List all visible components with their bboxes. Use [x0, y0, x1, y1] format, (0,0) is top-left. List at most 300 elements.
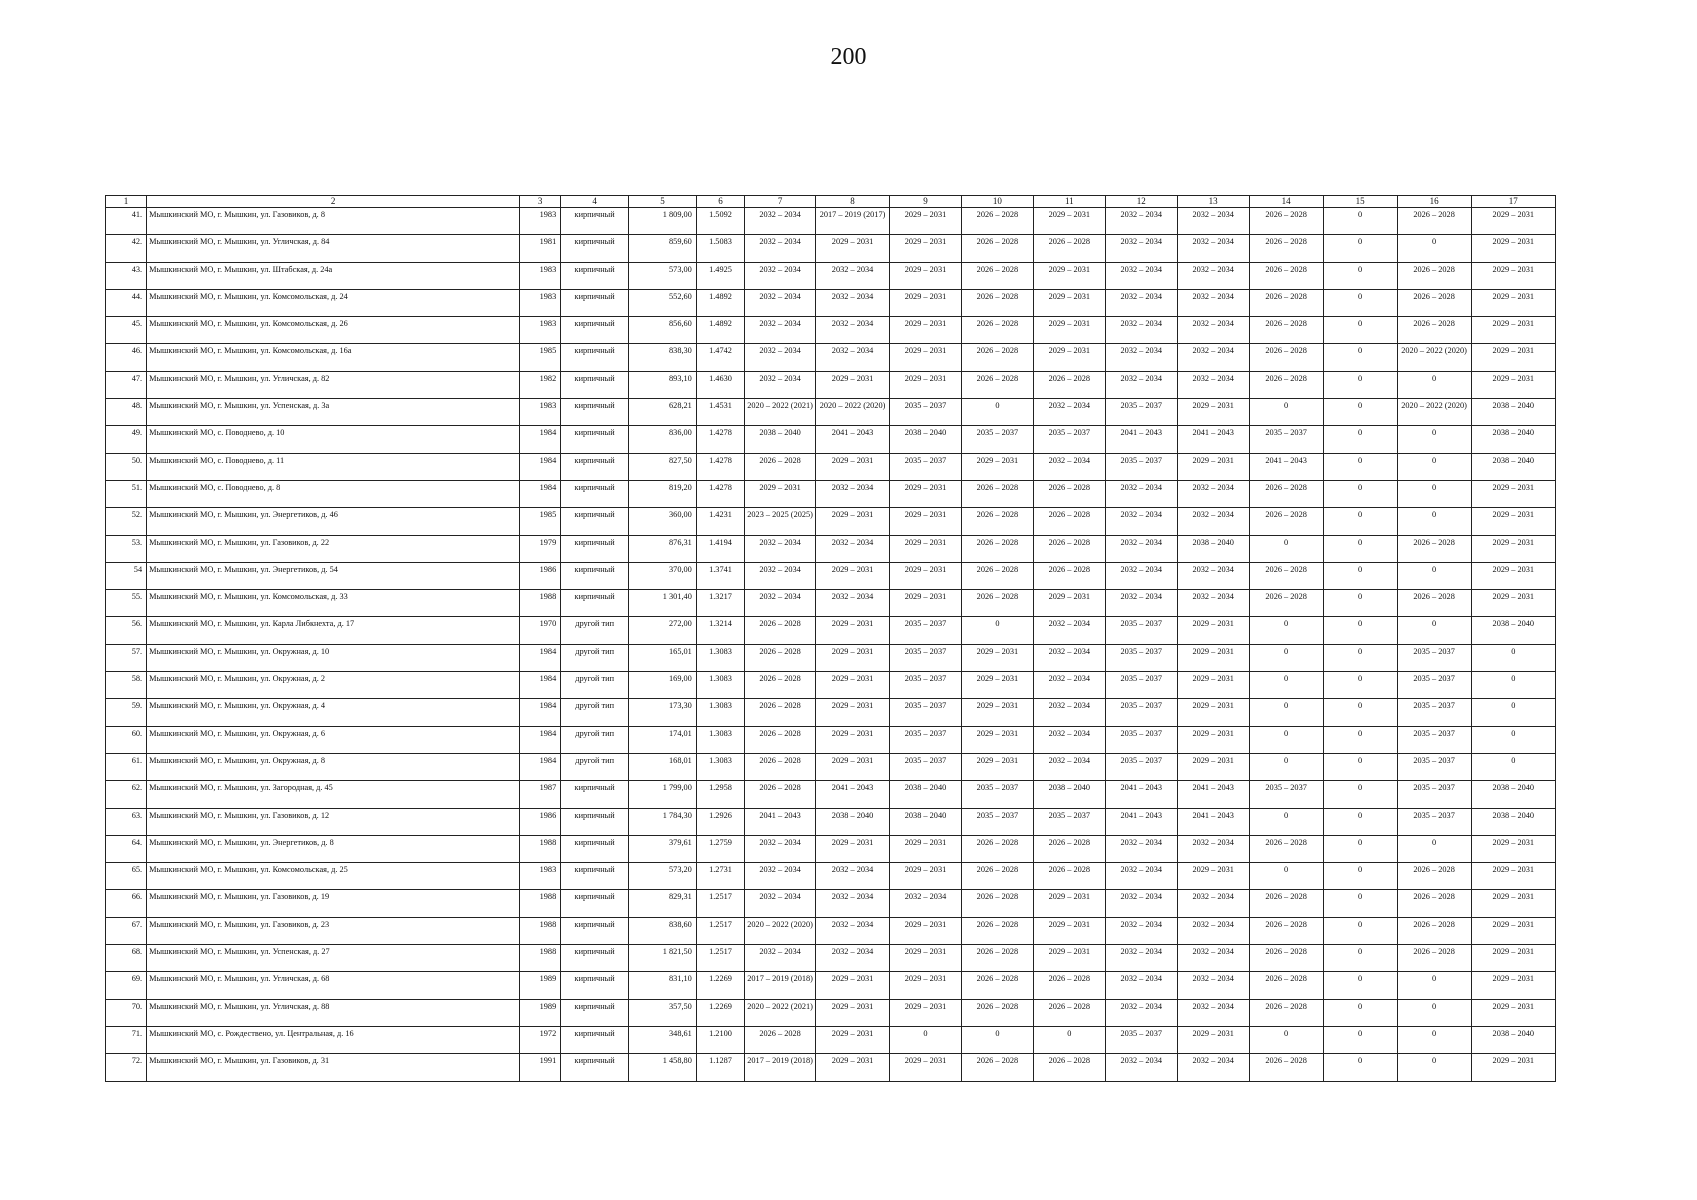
table-cell: 2026 – 2028 — [1249, 890, 1323, 917]
table-cell: 0 — [1323, 890, 1397, 917]
table-cell: 61. — [106, 753, 147, 780]
table-cell: 2032 – 2034 — [745, 208, 816, 235]
table-cell: 2029 – 2031 — [890, 590, 962, 617]
table-cell: 2026 – 2028 — [961, 535, 1033, 562]
table-cell: 2026 – 2028 — [745, 1026, 816, 1053]
table-cell: 0 — [890, 1026, 962, 1053]
table-cell: 1.2759 — [696, 835, 744, 862]
table-row — [106, 999, 1556, 1026]
table-cell: 2026 – 2028 — [1249, 317, 1323, 344]
table-cell: 2041 – 2043 — [1105, 808, 1177, 835]
table-cell: 360,00 — [629, 508, 697, 535]
table-cell: 2029 – 2031 — [1471, 535, 1555, 562]
table-cell: 0 — [1323, 863, 1397, 890]
table-cell: 2035 – 2037 — [890, 672, 962, 699]
table-cell: 2026 – 2028 — [1033, 480, 1105, 507]
table-cell: 1982 — [520, 371, 561, 398]
table-cell: кирпичный — [561, 289, 629, 316]
table-cell: 2032 – 2034 — [1033, 399, 1105, 426]
table-cell: Мышкинский МО, г. Мышкин, ул. Угличская, д. 88 — [147, 999, 520, 1026]
table-cell: 1984 — [520, 726, 561, 753]
table-cell: 0 — [1397, 508, 1471, 535]
column-header: 6 — [696, 196, 744, 208]
table-cell: 2032 – 2034 — [745, 835, 816, 862]
table-cell: 0 — [1323, 317, 1397, 344]
table-cell: 2029 – 2031 — [1471, 480, 1555, 507]
table-cell: 2026 – 2028 — [1249, 289, 1323, 316]
table-cell: 2032 – 2034 — [1033, 726, 1105, 753]
table-row — [106, 371, 1556, 398]
table-cell: 2029 – 2031 — [1177, 453, 1249, 480]
table-cell: 2038 – 2040 — [745, 426, 816, 453]
table-cell: 0 — [1397, 453, 1471, 480]
table-cell: 2032 – 2034 — [1105, 945, 1177, 972]
table-cell: 2032 – 2034 — [1177, 344, 1249, 371]
table-cell: 2029 – 2031 — [890, 262, 962, 289]
table-cell: 2029 – 2031 — [816, 726, 890, 753]
table-cell: 2029 – 2031 — [816, 972, 890, 999]
table-cell: 0 — [1323, 426, 1397, 453]
table-cell: 838,30 — [629, 344, 697, 371]
table-cell: 1.2100 — [696, 1026, 744, 1053]
table-cell: 1.3083 — [696, 753, 744, 780]
table-cell: 2035 – 2037 — [1105, 726, 1177, 753]
table-cell: кирпичный — [561, 781, 629, 808]
table-row — [106, 972, 1556, 999]
table-cell: 2026 – 2028 — [961, 208, 1033, 235]
table-row — [106, 262, 1556, 289]
table-cell: 2029 – 2031 — [1033, 890, 1105, 917]
table-cell: 2032 – 2034 — [1033, 644, 1105, 671]
table-cell: 357,50 — [629, 999, 697, 1026]
table-cell: 54 — [106, 562, 147, 589]
table-cell: 45. — [106, 317, 147, 344]
table-cell: 2032 – 2034 — [1105, 508, 1177, 535]
table-cell: Мышкинский МО, г. Мышкин, ул. Окружная, д. 4 — [147, 699, 520, 726]
table-cell: 2029 – 2031 — [1177, 644, 1249, 671]
table-row — [106, 208, 1556, 235]
table-cell: кирпичный — [561, 972, 629, 999]
table-cell: 2035 – 2037 — [1105, 617, 1177, 644]
table-cell: 2041 – 2043 — [1105, 781, 1177, 808]
table-cell: 2032 – 2034 — [745, 535, 816, 562]
table-cell: 50. — [106, 453, 147, 480]
column-header: 11 — [1033, 196, 1105, 208]
table-cell: 2026 – 2028 — [1249, 371, 1323, 398]
table-cell: 2032 – 2034 — [1105, 317, 1177, 344]
table-cell: 2029 – 2031 — [1033, 945, 1105, 972]
table-cell: 67. — [106, 917, 147, 944]
table-cell: 2020 – 2022 (2021) — [745, 399, 816, 426]
table-cell: 0 — [1471, 753, 1555, 780]
table-cell: 2029 – 2031 — [745, 480, 816, 507]
table-cell: 1 821,50 — [629, 945, 697, 972]
table-cell: 173,30 — [629, 699, 697, 726]
table-cell: 2026 – 2028 — [961, 972, 1033, 999]
table-cell: 2041 – 2043 — [1105, 426, 1177, 453]
table-row — [106, 453, 1556, 480]
table-cell: 2029 – 2031 — [890, 317, 962, 344]
table-cell: Мышкинский МО, г. Мышкин, ул. Угличская, д. 68 — [147, 972, 520, 999]
table-cell: 2020 – 2022 (2020) — [1397, 344, 1471, 371]
table-cell: 2035 – 2037 — [1397, 726, 1471, 753]
table-cell: 1.4531 — [696, 399, 744, 426]
table-cell: 2017 – 2019 (2018) — [745, 972, 816, 999]
table-cell: 2032 – 2034 — [1033, 699, 1105, 726]
table-cell: 1.5083 — [696, 235, 744, 262]
column-header: 12 — [1105, 196, 1177, 208]
table-row — [106, 399, 1556, 426]
table-cell: 2026 – 2028 — [961, 945, 1033, 972]
table-cell: другой тип — [561, 617, 629, 644]
table-cell: 2026 – 2028 — [1033, 863, 1105, 890]
table-cell: 2029 – 2031 — [816, 508, 890, 535]
table-cell: 0 — [1323, 1026, 1397, 1053]
table-cell: 2032 – 2034 — [745, 344, 816, 371]
table-cell: кирпичный — [561, 399, 629, 426]
table-cell: 1.3083 — [696, 726, 744, 753]
table-cell: 2035 – 2037 — [1397, 644, 1471, 671]
table-cell: кирпичный — [561, 344, 629, 371]
table-cell: 2032 – 2034 — [1105, 562, 1177, 589]
table-cell: 1.2517 — [696, 945, 744, 972]
table-cell: 2032 – 2034 — [890, 890, 962, 917]
table-cell: 2029 – 2031 — [890, 535, 962, 562]
table-cell: 1983 — [520, 208, 561, 235]
table-cell: 2032 – 2034 — [1105, 208, 1177, 235]
table-cell: 2032 – 2034 — [1177, 945, 1249, 972]
table-cell: 2032 – 2034 — [1177, 562, 1249, 589]
table-cell: другой тип — [561, 644, 629, 671]
table-cell: 2026 – 2028 — [961, 262, 1033, 289]
table-cell: 2029 – 2031 — [1033, 208, 1105, 235]
table-cell: 827,50 — [629, 453, 697, 480]
table-cell: 2032 – 2034 — [1177, 508, 1249, 535]
table-cell: 42. — [106, 235, 147, 262]
table-cell: кирпичный — [561, 890, 629, 917]
table-cell: 2035 – 2037 — [890, 644, 962, 671]
table-cell: 0 — [1397, 999, 1471, 1026]
table-cell: 1988 — [520, 945, 561, 972]
table-cell: 1985 — [520, 508, 561, 535]
table-cell: кирпичный — [561, 863, 629, 890]
table-cell: 65. — [106, 863, 147, 890]
table-container — [105, 195, 1556, 1082]
table-cell: 2026 – 2028 — [961, 1054, 1033, 1081]
table-row — [106, 617, 1556, 644]
table-cell: 2029 – 2031 — [816, 371, 890, 398]
table-cell: 2029 – 2031 — [1177, 617, 1249, 644]
column-header: 16 — [1397, 196, 1471, 208]
table-row — [106, 945, 1556, 972]
table-cell: 1979 — [520, 535, 561, 562]
table-cell: 0 — [1249, 753, 1323, 780]
table-cell: другой тип — [561, 726, 629, 753]
table-cell: 2026 – 2028 — [961, 508, 1033, 535]
table-cell: Мышкинский МО, г. Мышкин, ул. Газовиков, д. 22 — [147, 535, 520, 562]
table-cell: 856,60 — [629, 317, 697, 344]
table-cell: 68. — [106, 945, 147, 972]
table-cell: 1.4742 — [696, 344, 744, 371]
table-cell: 2038 – 2040 — [1471, 617, 1555, 644]
table-cell: 2029 – 2031 — [1471, 317, 1555, 344]
table-cell: 2041 – 2043 — [1177, 808, 1249, 835]
table-cell: Мышкинский МО, г. Мышкин, ул. Комсомольская, д. 26 — [147, 317, 520, 344]
table-cell: 0 — [1323, 208, 1397, 235]
table-cell: 2029 – 2031 — [890, 508, 962, 535]
table-cell: 2029 – 2031 — [816, 1026, 890, 1053]
table-cell: 2032 – 2034 — [1177, 917, 1249, 944]
table-cell: 2032 – 2034 — [1177, 317, 1249, 344]
table-cell: 819,20 — [629, 480, 697, 507]
table-cell: 1984 — [520, 699, 561, 726]
table-cell: 1988 — [520, 835, 561, 862]
table-cell: 2035 – 2037 — [1105, 699, 1177, 726]
table-cell: 1.5092 — [696, 208, 744, 235]
table-cell: 43. — [106, 262, 147, 289]
table-cell: 2026 – 2028 — [1397, 890, 1471, 917]
table-cell: 2026 – 2028 — [1249, 235, 1323, 262]
table-cell: 0 — [1323, 344, 1397, 371]
table-cell: 2026 – 2028 — [1397, 945, 1471, 972]
table-cell: 0 — [1323, 781, 1397, 808]
table-cell: 0 — [1249, 1026, 1323, 1053]
table-cell: 2029 – 2031 — [1033, 289, 1105, 316]
table-cell: 2032 – 2034 — [1177, 262, 1249, 289]
table-cell: 69. — [106, 972, 147, 999]
table-cell: 2032 – 2034 — [1105, 917, 1177, 944]
table-cell: 348,61 — [629, 1026, 697, 1053]
table-cell: 2032 – 2034 — [745, 317, 816, 344]
table-cell: 53. — [106, 535, 147, 562]
table-row — [106, 344, 1556, 371]
table-cell: 2026 – 2028 — [1249, 590, 1323, 617]
table-row — [106, 672, 1556, 699]
column-header: 2 — [147, 196, 520, 208]
table-cell: 2026 – 2028 — [1397, 317, 1471, 344]
table-cell: 2032 – 2034 — [745, 289, 816, 316]
column-header: 3 — [520, 196, 561, 208]
table-cell: кирпичный — [561, 1054, 629, 1081]
table-cell: 1984 — [520, 453, 561, 480]
table-cell: 0 — [1471, 726, 1555, 753]
table-cell: 0 — [1323, 699, 1397, 726]
table-cell: 59. — [106, 699, 147, 726]
table-cell: 2038 – 2040 — [890, 781, 962, 808]
table-cell: 2032 – 2034 — [816, 317, 890, 344]
table-cell: 2026 – 2028 — [1249, 344, 1323, 371]
table-cell: Мышкинский МО, г. Мышкин, ул. Успенская, д. 27 — [147, 945, 520, 972]
table-cell: 0 — [1397, 426, 1471, 453]
table-cell: 1983 — [520, 262, 561, 289]
table-cell: 2032 – 2034 — [1105, 344, 1177, 371]
table-cell: 0 — [1249, 863, 1323, 890]
table-row — [106, 508, 1556, 535]
table-cell: 2029 – 2031 — [961, 672, 1033, 699]
table-cell: 0 — [1323, 753, 1397, 780]
table-cell: 165,01 — [629, 644, 697, 671]
table-cell: кирпичный — [561, 317, 629, 344]
table-cell: 1.3083 — [696, 699, 744, 726]
table-row — [106, 781, 1556, 808]
table-cell: 2032 – 2034 — [1177, 835, 1249, 862]
table-cell: 1984 — [520, 480, 561, 507]
table-cell: 0 — [1323, 808, 1397, 835]
table-cell: 2026 – 2028 — [745, 453, 816, 480]
table-cell: 2026 – 2028 — [1033, 835, 1105, 862]
table-cell: 2026 – 2028 — [961, 562, 1033, 589]
table-row — [106, 562, 1556, 589]
table-cell: 0 — [1323, 917, 1397, 944]
data-table — [105, 195, 1556, 1082]
table-cell: Мышкинский МО, г. Мышкин, ул. Комсомольская, д. 25 — [147, 863, 520, 890]
column-header: 15 — [1323, 196, 1397, 208]
table-row — [106, 699, 1556, 726]
table-cell: 1984 — [520, 672, 561, 699]
table-cell: 2026 – 2028 — [1249, 562, 1323, 589]
table-cell: 1.2731 — [696, 863, 744, 890]
table-cell: 2029 – 2031 — [890, 835, 962, 862]
table-cell: 2029 – 2031 — [1033, 917, 1105, 944]
table-cell: кирпичный — [561, 562, 629, 589]
table-cell: 2029 – 2031 — [890, 945, 962, 972]
table-cell: 2032 – 2034 — [1105, 235, 1177, 262]
table-row — [106, 235, 1556, 262]
table-cell: 2029 – 2031 — [890, 344, 962, 371]
table-cell: 2032 – 2034 — [1177, 890, 1249, 917]
table-cell: 2032 – 2034 — [1177, 972, 1249, 999]
table-cell: 1988 — [520, 590, 561, 617]
table-cell: 41. — [106, 208, 147, 235]
table-cell: 2023 – 2025 (2025) — [745, 508, 816, 535]
table-cell: 0 — [1323, 508, 1397, 535]
table-cell: 2026 – 2028 — [1249, 208, 1323, 235]
table-cell: 2032 – 2034 — [1177, 371, 1249, 398]
table-cell: 2026 – 2028 — [1397, 590, 1471, 617]
table-cell: 2029 – 2031 — [1471, 344, 1555, 371]
table-cell: кирпичный — [561, 426, 629, 453]
table-cell: 1981 — [520, 235, 561, 262]
table-cell: 2029 – 2031 — [816, 699, 890, 726]
table-cell: 859,60 — [629, 235, 697, 262]
table-cell: другой тип — [561, 672, 629, 699]
column-header: 7 — [745, 196, 816, 208]
table-cell: 0 — [1397, 972, 1471, 999]
table-cell: 2029 – 2031 — [890, 480, 962, 507]
table-cell: 2041 – 2043 — [1177, 426, 1249, 453]
table-cell: 0 — [1323, 726, 1397, 753]
column-header: 4 — [561, 196, 629, 208]
table-cell: 1.2958 — [696, 781, 744, 808]
table-cell: 2026 – 2028 — [1033, 371, 1105, 398]
table-cell: Мышкинский МО, г. Мышкин, ул. Карла Либкнехта, д. 17 — [147, 617, 520, 644]
table-cell: 2035 – 2037 — [1397, 753, 1471, 780]
table-cell: 0 — [1323, 1054, 1397, 1081]
table-cell: 2032 – 2034 — [1105, 863, 1177, 890]
table-cell: 52. — [106, 508, 147, 535]
table-cell: 1 784,30 — [629, 808, 697, 835]
table-cell: 2032 – 2034 — [745, 562, 816, 589]
table-cell: 2038 – 2040 — [1471, 453, 1555, 480]
table-cell: 0 — [1397, 1026, 1471, 1053]
table-cell: 2020 – 2022 (2020) — [745, 917, 816, 944]
table-cell: 1.4194 — [696, 535, 744, 562]
table-cell: Мышкинский МО, г. Мышкин, ул. Газовиков, д. 8 — [147, 208, 520, 235]
table-cell: 2032 – 2034 — [1105, 972, 1177, 999]
table-cell: 0 — [1249, 726, 1323, 753]
table-cell: 2032 – 2034 — [816, 289, 890, 316]
table-cell: 2029 – 2031 — [1471, 945, 1555, 972]
table-cell: 2029 – 2031 — [890, 1054, 962, 1081]
table-cell: 2026 – 2028 — [1249, 835, 1323, 862]
table-cell: 58. — [106, 672, 147, 699]
table-cell: 2026 – 2028 — [961, 863, 1033, 890]
table-cell: 2029 – 2031 — [890, 999, 962, 1026]
table-cell: 2026 – 2028 — [1249, 917, 1323, 944]
table-cell: 2029 – 2031 — [1471, 863, 1555, 890]
table-cell: кирпичный — [561, 1026, 629, 1053]
table-cell: 2026 – 2028 — [961, 917, 1033, 944]
table-cell: 1989 — [520, 972, 561, 999]
table-cell: 0 — [1323, 945, 1397, 972]
table-cell: 1 458,80 — [629, 1054, 697, 1081]
table-cell: 2026 – 2028 — [1397, 917, 1471, 944]
table-cell: Мышкинский МО, с. Рождествено, ул. Центральная, д. 16 — [147, 1026, 520, 1053]
table-cell: 1.2269 — [696, 999, 744, 1026]
table-cell: 2035 – 2037 — [1397, 699, 1471, 726]
table-cell: 2032 – 2034 — [1033, 753, 1105, 780]
table-cell: 47. — [106, 371, 147, 398]
table-cell: 2020 – 2022 (2021) — [745, 999, 816, 1026]
table-cell: 2026 – 2028 — [745, 781, 816, 808]
table-cell: 56. — [106, 617, 147, 644]
table-cell: 0 — [1323, 590, 1397, 617]
table-cell: 2035 – 2037 — [961, 426, 1033, 453]
table-cell: 2035 – 2037 — [1105, 1026, 1177, 1053]
table-cell: 2032 – 2034 — [816, 590, 890, 617]
table-cell: 1983 — [520, 289, 561, 316]
table-cell: 1986 — [520, 808, 561, 835]
table-cell: 0 — [1323, 562, 1397, 589]
table-cell: 1.4278 — [696, 426, 744, 453]
table-cell: 1 809,00 — [629, 208, 697, 235]
table-cell: 2026 – 2028 — [745, 753, 816, 780]
table-cell: Мышкинский МО, г. Мышкин, ул. Энергетиков, д. 54 — [147, 562, 520, 589]
table-cell: 1983 — [520, 399, 561, 426]
table-cell: 2038 – 2040 — [1471, 781, 1555, 808]
table-cell: 0 — [1323, 999, 1397, 1026]
table-cell: 2029 – 2031 — [1471, 235, 1555, 262]
table-cell: 2029 – 2031 — [816, 1054, 890, 1081]
table-cell: 1.4925 — [696, 262, 744, 289]
table-cell: 552,60 — [629, 289, 697, 316]
table-cell: 174,01 — [629, 726, 697, 753]
table-cell: Мышкинский МО, г. Мышкин, ул. Комсомольская, д. 16а — [147, 344, 520, 371]
table-cell: 2035 – 2037 — [1105, 453, 1177, 480]
table-cell: 2029 – 2031 — [1177, 753, 1249, 780]
table-cell: 2026 – 2028 — [1249, 480, 1323, 507]
table-row — [106, 863, 1556, 890]
table-cell: 48. — [106, 399, 147, 426]
table-cell: 0 — [1471, 699, 1555, 726]
table-cell: 2032 – 2034 — [816, 917, 890, 944]
table-cell: 1983 — [520, 863, 561, 890]
table-cell: 2032 – 2034 — [1105, 480, 1177, 507]
table-cell: 55. — [106, 590, 147, 617]
table-row — [106, 480, 1556, 507]
table-cell: 2026 – 2028 — [961, 371, 1033, 398]
table-cell: 1989 — [520, 999, 561, 1026]
